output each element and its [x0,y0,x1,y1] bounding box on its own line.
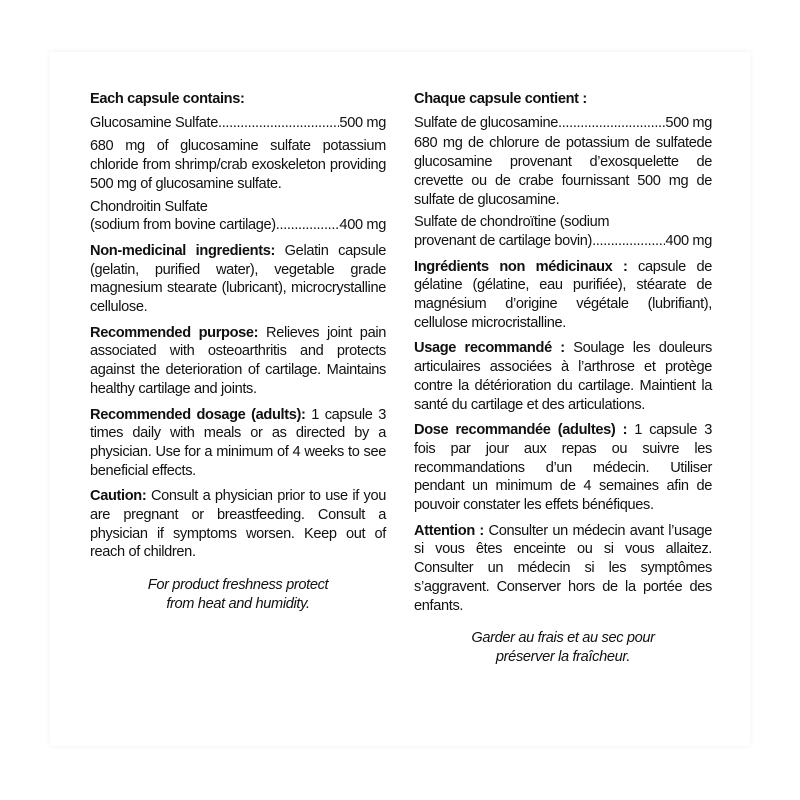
chondroitin-row-fr [414,232,712,251]
purpose-text-fr: Soulage les douleurs articulaires associées à l’arthrose et protège contre la détérioration du cartilage. Maintient la santé du cartilage et des articulations. [414,340,712,413]
purpose-en [90,324,386,399]
dot-leader [592,232,665,251]
dot-leader [558,114,665,133]
storage-note-line1-en: For product freshness protect [147,577,329,594]
french-column [414,90,712,667]
dosage-text-en: 1 capsule 3 times daily with meals or as directed by a physician. Use for a minimum of 4 weeks to see beneficial effects. [90,406,386,479]
dosage-en [90,406,386,481]
label-panel [50,52,750,746]
glucosamine-row-en [90,114,386,133]
glucosamine-amount-fr: 500 mg [665,114,712,131]
chondroitin-line1-fr: Sulfate de chondroïtine (sodium [414,214,610,231]
caution-text-fr: Consulter un médecin avant l’usage si vous êtes enceinte ou si vous allaitez. Consulter un médecin si les symptômes s’aggravent. Conserver hors de la portée des enfants. [414,522,712,614]
nonmed-text-fr: capsule de gélatine (gélatine, eau purifiée), stéarate de magnésium d’origine végétale (lubrifiant), cellulose microcristalline. [414,258,713,331]
dot-leader [276,216,340,235]
english-column [90,90,386,614]
chondroitin-amount-fr: 400 mg [665,232,712,249]
dosage-label-fr: Dose recommandée (adultes) : [414,422,628,439]
caution-text-en: Consult a physician prior to use if you are pregnant or breastfeeding. Consult a physician if symptoms worsen. Keep out of reach of children. [90,488,386,561]
chondroitin-name-en: (sodium from bovine cartilage) [90,217,276,234]
glucosamine-desc-fr: 680 mg de chlorure de potassium de sulfatede glucosamine provenant d’exosquelette de crevette ou de crabe fournissant 500 mg de sulfate de glucosamine. [414,135,712,208]
glucosamine-row-fr [414,114,712,133]
nonmed-label-en: Non-medicinal ingredients: [90,242,275,259]
glucosamine-amount-en: 500 mg [339,114,386,131]
storage-note-line2-en: from heat and humidity. [166,595,310,612]
french-heading: Chaque capsule contient : [414,91,587,107]
purpose-text-en: Relieves joint pain associated with osteoarthritis and protects against the deterioration of cartilage. Maintains healthy cartilage and joints. [90,324,386,397]
storage-note-line2-fr: préserver la fraîcheur. [495,648,631,665]
dosage-fr [414,421,712,515]
chondroitin-row-en [90,216,386,235]
nonmed-fr [414,258,712,333]
chondroitin-line1-en: Chondroitin Sulfate [90,198,208,215]
purpose-label-en: Recommended purpose: [90,324,259,341]
storage-note-fr [414,629,712,666]
dosage-text-fr: 1 capsule 3 fois par jour aux repas ou suivre les recommandations d’un médecin. Utiliser pendant un minimum de 4 semaines afin de pouvoir constater les effets bénéfiques. [414,422,712,514]
purpose-label-fr: Usage recommandé : [414,340,565,357]
caution-en [90,487,386,562]
nonmed-label-fr: Ingrédients non médicinaux : [414,258,628,275]
caution-label-en: Caution: [90,488,147,505]
storage-note-en [90,576,386,613]
glucosamine-name-fr: Sulfate de glucosamine [414,114,559,131]
dot-leader [218,114,339,133]
glucosamine-name-en: Glucosamine Sulfate [90,114,219,131]
chondroitin-name-fr: provenant de cartilage bovin) [414,232,593,249]
nonmed-text-en: Gelatin capsule (gelatin, purified water), vegetable grade magnesium stearate (lubricant), microcrystalline cellulose. [90,242,386,316]
english-heading: Each capsule contains: [90,91,245,107]
dosage-label-en: Recommended dosage (adults): [90,406,306,423]
storage-note-line1-fr: Garder au frais et au sec pour [471,630,655,647]
glucosamine-desc-en: 680 mg of glucosamine sulfate potassium chloride from shrimp/crab exoskeleton providing 500 mg of glucosamine sulfate. [90,138,386,192]
nonmed-en [90,242,386,317]
purpose-fr [414,339,712,414]
caution-label-fr: Attention : [414,522,484,539]
caution-fr [414,522,712,616]
chondroitin-amount-en: 400 mg [339,217,386,234]
